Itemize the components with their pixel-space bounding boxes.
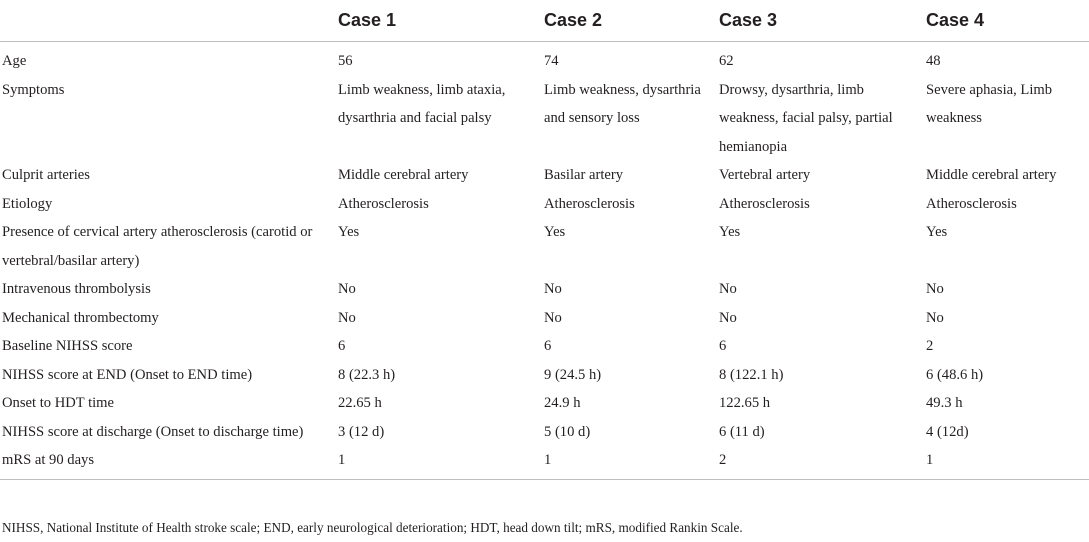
header-cell-case-4: Case 4 xyxy=(926,0,1089,42)
case-2-cell: 1 xyxy=(544,446,719,479)
header-row xyxy=(0,0,1089,42)
table-header xyxy=(0,0,1089,42)
table-row xyxy=(0,304,1089,333)
row-label-cell: Presence of cervical artery atherosclerosis (carotid or vertebral/basilar artery) xyxy=(2,224,313,269)
table-row xyxy=(0,418,1089,447)
case-4-cell: 1 xyxy=(926,446,1089,479)
case-4-cell: No xyxy=(926,309,944,326)
case-2-cell: 6 xyxy=(544,338,552,354)
row-label-cell: Baseline NIHSS score xyxy=(2,338,133,354)
row-label-cell: NIHSS score at END (Onset to END time) xyxy=(2,366,253,383)
case-3-cell: Atherosclerosis xyxy=(719,195,810,212)
case-1-cell: 3 (12 d) xyxy=(338,423,385,440)
case-2-cell: Yes xyxy=(544,224,566,240)
table-row xyxy=(0,190,1089,219)
case-4-cell: Severe aphasia, Limb weakness xyxy=(926,81,1053,126)
case-1-cell: No xyxy=(338,309,356,326)
case-4-cell: Atherosclerosis xyxy=(926,195,1017,212)
case-2-cell: Basilar artery xyxy=(544,167,624,183)
case-1-cell: Atherosclerosis xyxy=(338,195,429,212)
case-3-cell: 6 (11 d) xyxy=(719,423,765,440)
table-footnote: NIHSS, National Institute of Health stroke scale; END, early neurological deterioration; HDT, head down tilt; mRS, modified Rankin Scale. xyxy=(2,520,743,535)
table-body xyxy=(0,42,1089,480)
header-cell-case-2: Case 2 xyxy=(544,0,719,42)
case-3-cell: Yes xyxy=(719,224,741,240)
row-label-cell: Culprit arteries xyxy=(2,167,90,183)
row-label-cell: Symptoms xyxy=(2,81,65,98)
case-4-cell: 2 xyxy=(926,338,934,354)
case-2-cell: Limb weakness, dysarthria and sensory loss xyxy=(544,81,701,126)
table-row xyxy=(0,218,1089,275)
case-2-cell: No xyxy=(544,309,562,326)
table-row xyxy=(0,275,1089,304)
case-1-cell: 56 xyxy=(338,53,353,69)
header-cell-case-1: Case 1 xyxy=(338,0,544,42)
case-2-cell: 74 xyxy=(544,53,559,69)
table-row xyxy=(0,161,1089,190)
case-4-cell: 4 (12d) xyxy=(926,423,969,440)
case-3-cell: No xyxy=(719,309,737,326)
case-4-cell: 48 xyxy=(926,53,941,69)
row-label-cell: NIHSS score at discharge (Onset to discharge time) xyxy=(2,423,304,440)
case-1-cell: 22.65 h xyxy=(338,395,382,411)
case-4-cell: Yes xyxy=(926,224,948,240)
row-label-cell: Age xyxy=(2,53,27,69)
row-label-cell: mRS at 90 days xyxy=(0,446,338,479)
case-3-cell: Drowsy, dysarthria, limb weakness, facial palsy, partial hemianopia xyxy=(719,81,893,155)
case-2-cell: Atherosclerosis xyxy=(544,195,635,212)
header-cell-case-3: Case 3 xyxy=(719,0,926,42)
case-3-cell: No xyxy=(719,281,737,297)
header-cell-characteristic xyxy=(0,0,338,42)
case-1-cell: Yes xyxy=(338,224,360,240)
row-label-cell: Etiology xyxy=(2,195,53,212)
row-label-cell: Onset to HDT time xyxy=(2,395,115,411)
case-1-cell: 6 xyxy=(338,338,346,354)
case-4-cell: No xyxy=(926,281,944,297)
case-4-cell: 6 (48.6 h) xyxy=(926,366,984,383)
case-1-cell: Middle cerebral artery xyxy=(338,167,469,183)
case-4-cell: Middle cerebral artery xyxy=(926,167,1057,183)
case-3-cell: 122.65 h xyxy=(719,395,771,411)
table-row xyxy=(0,42,1089,76)
row-label-cell: Mechanical thrombectomy xyxy=(2,309,159,326)
row-label-cell: Intravenous thrombolysis xyxy=(2,281,151,297)
case-4-cell: 49.3 h xyxy=(926,395,963,411)
case-3-cell: 6 xyxy=(719,338,727,354)
table-row xyxy=(0,446,1089,479)
case-1-cell: 8 (22.3 h) xyxy=(338,366,396,383)
case-1-cell: 1 xyxy=(338,446,544,479)
case-3-cell: 8 (122.1 h) xyxy=(719,366,784,383)
case-2-cell: 5 (10 d) xyxy=(544,423,591,440)
case-2-cell: No xyxy=(544,281,562,297)
table-row xyxy=(0,332,1089,361)
case-2-cell: 9 (24.5 h) xyxy=(544,366,602,383)
case-3-cell: 2 xyxy=(719,446,926,479)
case-2-cell: 24.9 h xyxy=(544,395,581,411)
case-1-cell: No xyxy=(338,281,356,297)
case-1-cell: Limb weakness, limb ataxia, dysarthria and facial palsy xyxy=(338,81,506,126)
case-3-cell: Vertebral artery xyxy=(719,167,811,183)
table-row xyxy=(0,361,1089,390)
table-row xyxy=(0,389,1089,418)
table-row xyxy=(0,76,1089,162)
case-3-cell: 62 xyxy=(719,53,734,69)
